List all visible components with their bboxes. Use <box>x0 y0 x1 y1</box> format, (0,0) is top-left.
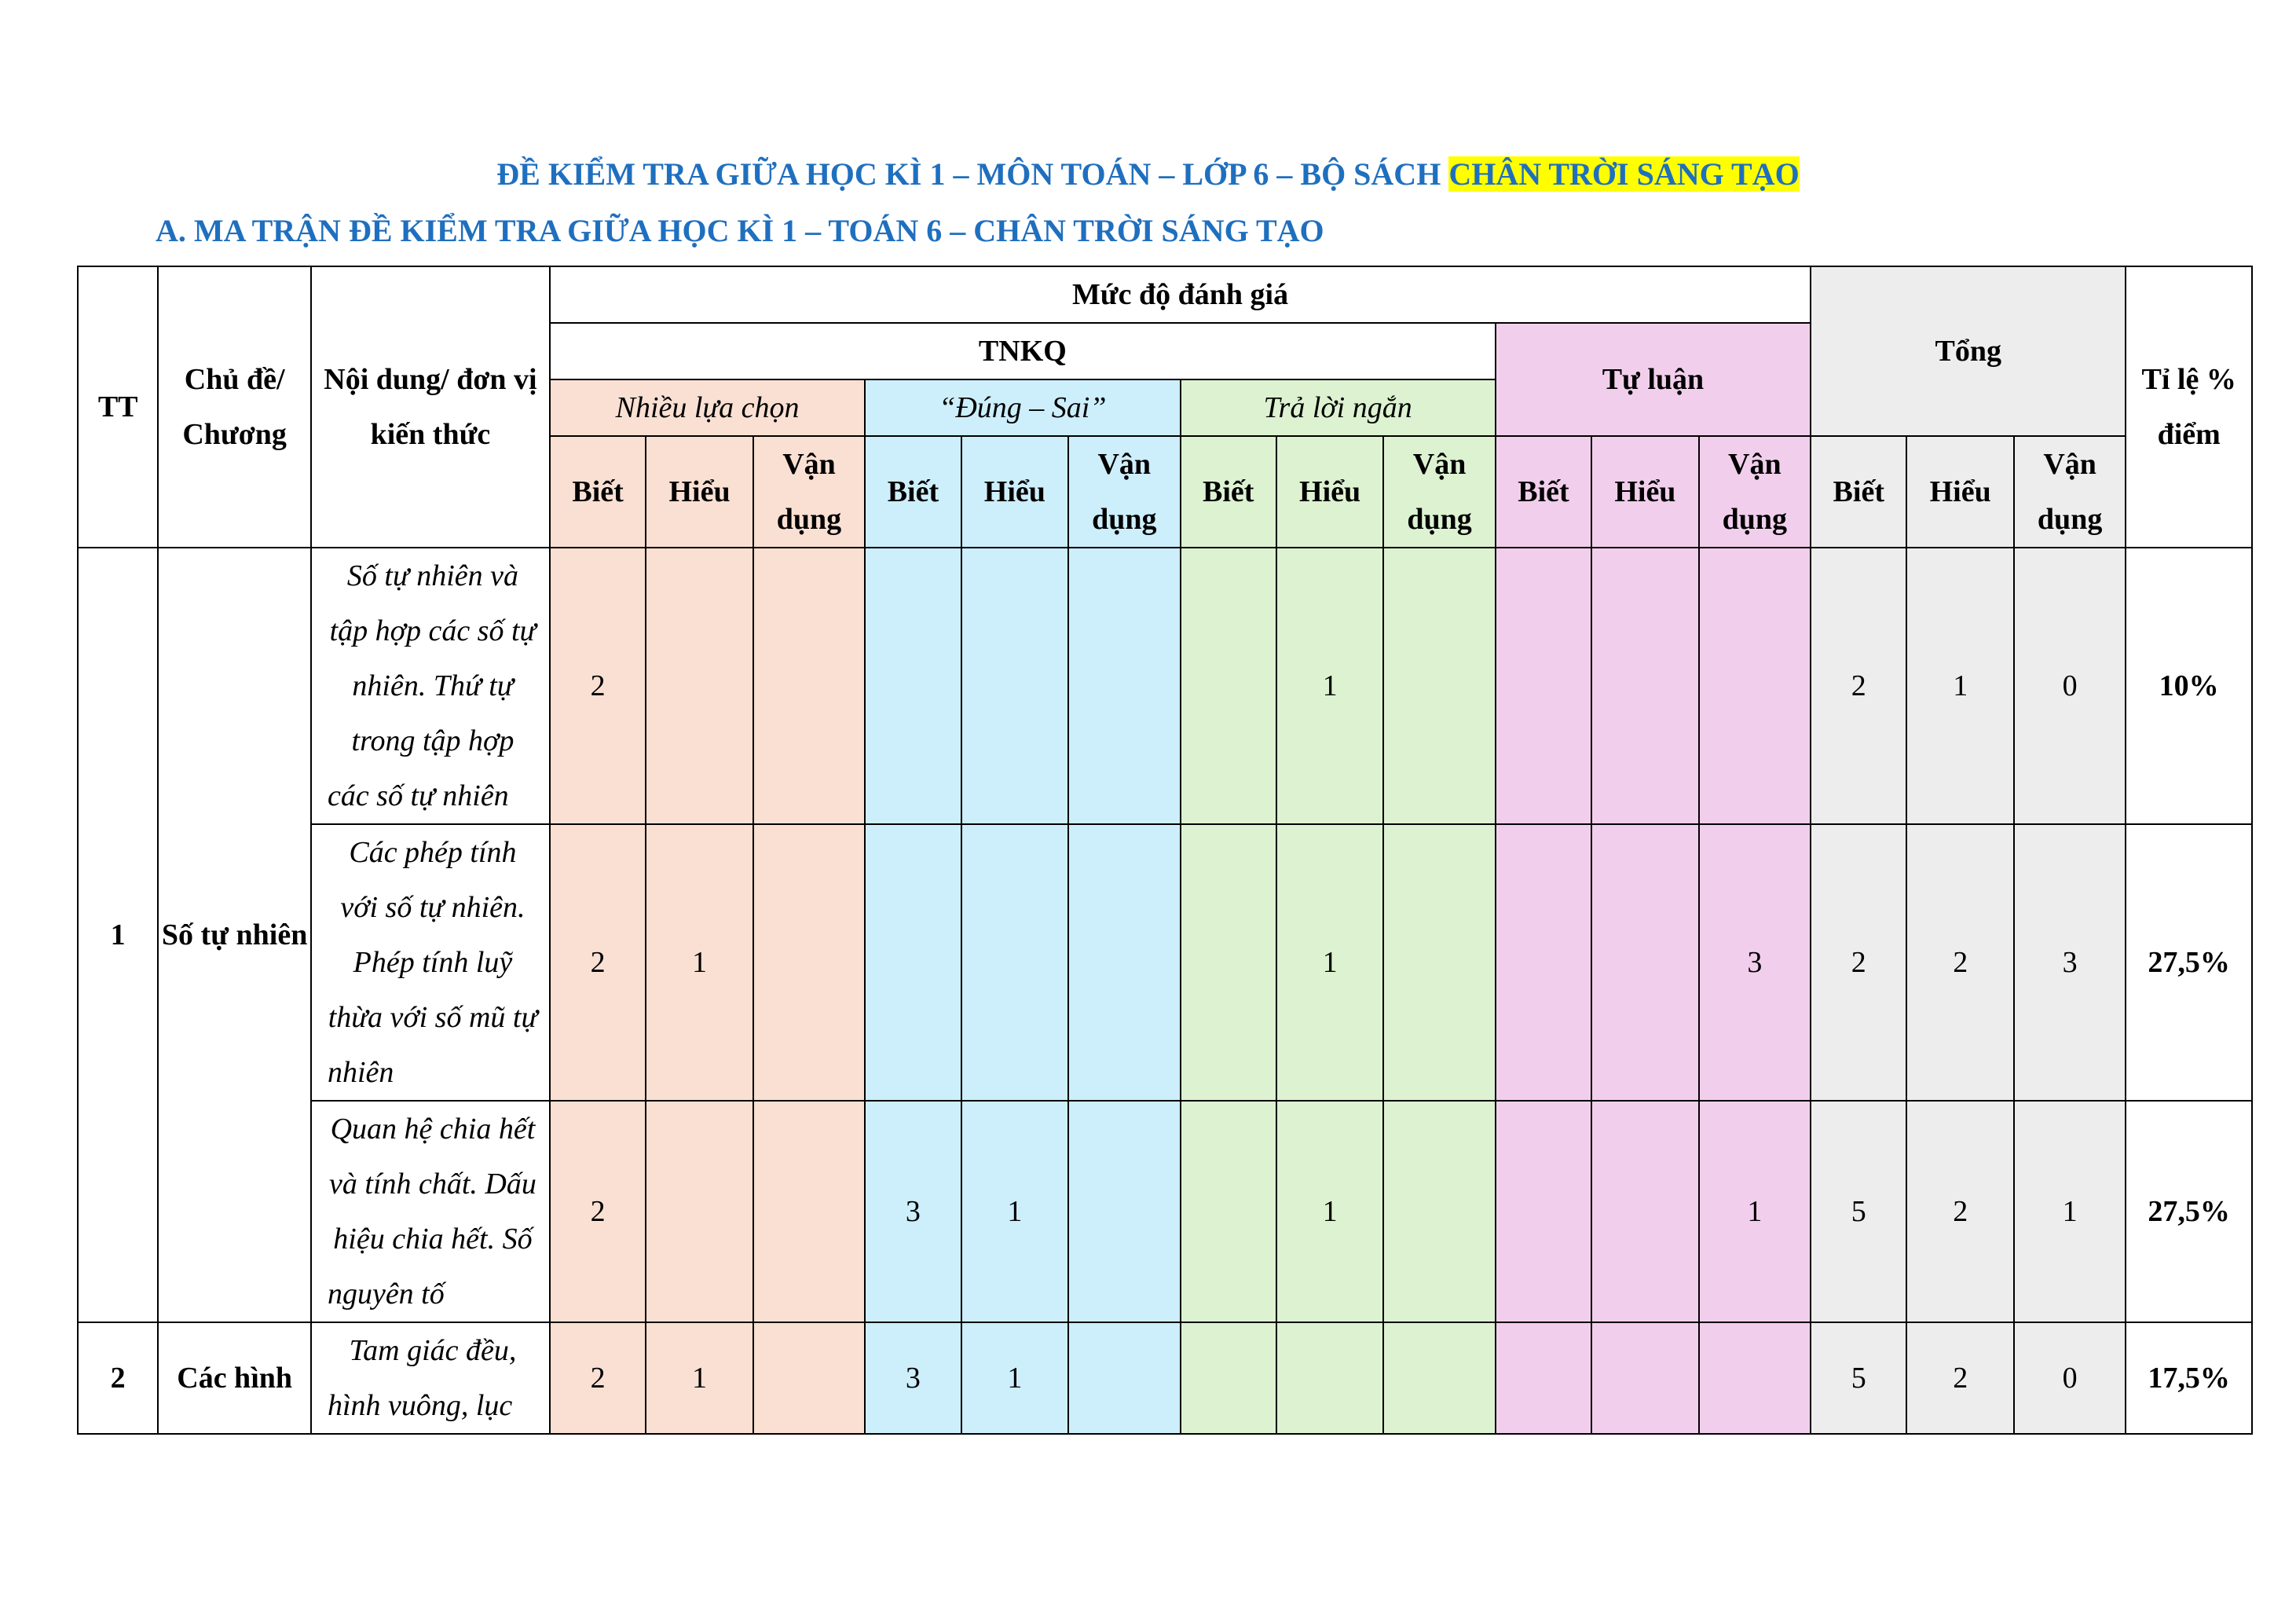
row-ti-le: 27,5% <box>2126 1101 2252 1322</box>
header-biet: Biết <box>1496 436 1591 548</box>
header-hieu: Hiểu <box>1276 436 1383 548</box>
row-tt: 1 <box>78 548 158 1322</box>
table-row <box>78 548 2252 824</box>
header-tt: TT <box>78 266 158 548</box>
cell-value: 1 <box>1906 548 2013 824</box>
cell-value <box>1068 824 1180 1101</box>
cell-value <box>753 548 865 824</box>
table-row <box>78 1322 2252 1434</box>
header-noi-dung: Nội dung/ đơn vị kiến thức <box>311 266 550 548</box>
header-biet: Biết <box>865 436 961 548</box>
cell-value: 0 <box>2014 1322 2126 1434</box>
assessment-matrix-table <box>77 266 2253 1435</box>
header-van-dung: Vận dụng <box>2014 436 2126 548</box>
cell-value <box>1181 824 1276 1101</box>
cell-value: 1 <box>1276 1101 1383 1322</box>
header-van-dung: Vận dụng <box>753 436 865 548</box>
cell-value: 1 <box>1276 548 1383 824</box>
header-tu-luan: Tự luận <box>1496 323 1811 436</box>
cell-value: 1 <box>646 824 753 1101</box>
cell-value: 2 <box>1906 1322 2013 1434</box>
cell-value: 2 <box>1811 548 1906 824</box>
cell-value <box>1496 824 1591 1101</box>
cell-value <box>1383 1322 1495 1434</box>
cell-value <box>753 1101 865 1322</box>
cell-value <box>1496 1101 1591 1322</box>
cell-value <box>1383 1101 1495 1322</box>
header-hieu: Hiểu <box>1906 436 2013 548</box>
cell-value <box>1591 548 1698 824</box>
cell-value <box>1496 548 1591 824</box>
cell-value <box>1181 1322 1276 1434</box>
cell-value <box>1591 1101 1698 1322</box>
cell-value <box>1383 548 1495 824</box>
row-content: Số tự nhiên và tập hợp các số tự nhiên. Thứ tự trong tập hợp các số tự nhiên <box>311 548 550 824</box>
cell-value <box>1181 1101 1276 1322</box>
header-biet: Biết <box>550 436 646 548</box>
cell-value <box>753 824 865 1101</box>
row-ti-le: 17,5% <box>2126 1322 2252 1434</box>
cell-value: 1 <box>961 1101 1068 1322</box>
cell-value: 1 <box>646 1322 753 1434</box>
header-nhieu-lua-chon: Nhiều lựa chọn <box>550 379 865 436</box>
cell-value <box>646 548 753 824</box>
cell-value <box>1181 548 1276 824</box>
row-chu-de: Các hình <box>158 1322 311 1434</box>
row-content: Quan hệ chia hết và tính chất. Dấu hiệu chia hết. Số nguyên tố <box>311 1101 550 1322</box>
cell-value <box>1276 1322 1383 1434</box>
row-content: Tam giác đều, hình vuông, lục <box>311 1322 550 1434</box>
header-hieu: Hiểu <box>646 436 753 548</box>
cell-value <box>1699 548 1811 824</box>
row-tt: 2 <box>78 1322 158 1434</box>
cell-value: 2 <box>550 824 646 1101</box>
document-title <box>0 154 2296 195</box>
cell-value <box>646 1101 753 1322</box>
cell-value: 3 <box>865 1322 961 1434</box>
cell-value: 3 <box>2014 824 2126 1101</box>
row-chu-de: Số tự nhiên <box>158 548 311 1322</box>
header-biet: Biết <box>1181 436 1276 548</box>
cell-value: 1 <box>961 1322 1068 1434</box>
row-ti-le: 27,5% <box>2126 824 2252 1101</box>
cell-value <box>1591 824 1698 1101</box>
header-muc-do: Mức độ đánh giá <box>550 266 1811 323</box>
header-dung-sai: “Đúng – Sai” <box>865 379 1180 436</box>
cell-value <box>1068 548 1180 824</box>
cell-value <box>1699 1322 1811 1434</box>
cell-value <box>961 548 1068 824</box>
cell-value: 5 <box>1811 1101 1906 1322</box>
cell-value <box>865 548 961 824</box>
cell-value <box>1591 1322 1698 1434</box>
cell-value <box>865 824 961 1101</box>
cell-value <box>1068 1322 1180 1434</box>
header-chu-de: Chủ đề/ Chương <box>158 266 311 548</box>
header-tnkq: TNKQ <box>550 323 1496 379</box>
cell-value <box>1068 1101 1180 1322</box>
cell-value: 2 <box>1811 824 1906 1101</box>
cell-value <box>1383 824 1495 1101</box>
table-row <box>78 824 2252 1101</box>
title-highlight: CHÂN TRỜI SÁNG TẠO <box>1448 156 1800 192</box>
header-hieu: Hiểu <box>1591 436 1698 548</box>
cell-value <box>961 824 1068 1101</box>
header-tong: Tổng <box>1811 266 2126 436</box>
cell-value: 1 <box>1276 824 1383 1101</box>
cell-value: 2 <box>550 1101 646 1322</box>
row-ti-le: 10% <box>2126 548 2252 824</box>
cell-value: 2 <box>550 1322 646 1434</box>
cell-value: 2 <box>1906 1101 2013 1322</box>
header-ti-le: Tỉ lệ % điểm <box>2126 266 2252 548</box>
cell-value: 5 <box>1811 1322 1906 1434</box>
cell-value: 2 <box>550 548 646 824</box>
header-van-dung: Vận dụng <box>1068 436 1180 548</box>
cell-value: 2 <box>1906 824 2013 1101</box>
cell-value: 1 <box>1699 1101 1811 1322</box>
header-biet: Biết <box>1811 436 1906 548</box>
cell-value <box>753 1322 865 1434</box>
cell-value: 0 <box>2014 548 2126 824</box>
cell-value: 3 <box>865 1101 961 1322</box>
title-main: ĐỀ KIỂM TRA GIỮA HỌC KÌ 1 – MÔN TOÁN – LỚP 6 – BỘ SÁCH <box>496 156 1449 192</box>
header-van-dung: Vận dụng <box>1699 436 1811 548</box>
cell-value <box>1496 1322 1591 1434</box>
row-content: Các phép tính với số tự nhiên. Phép tính luỹ thừa với số mũ tự nhiên <box>311 824 550 1101</box>
table-row <box>78 1101 2252 1322</box>
header-van-dung: Vận dụng <box>1383 436 1495 548</box>
section-heading: A. MA TRẬN ĐỀ KIỂM TRA GIỮA HỌC KÌ 1 – TOÁN 6 – CHÂN TRỜI SÁNG TẠO <box>156 213 1324 248</box>
header-hieu: Hiểu <box>961 436 1068 548</box>
cell-value: 1 <box>2014 1101 2126 1322</box>
header-tra-loi-ngan: Trả lời ngắn <box>1181 379 1496 436</box>
cell-value: 3 <box>1699 824 1811 1101</box>
